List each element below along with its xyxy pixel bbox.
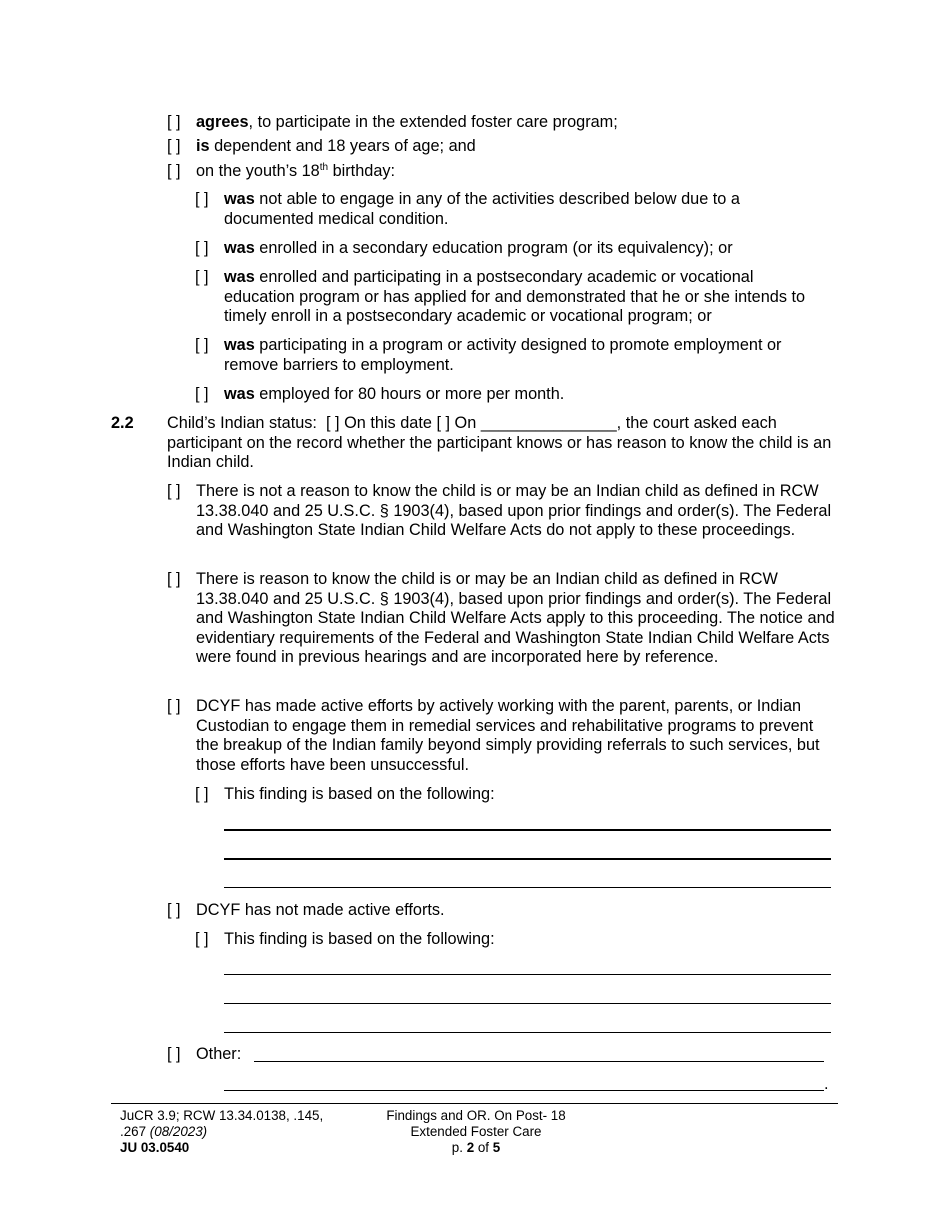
postsecondary-item: was enrolled and participating in a postsecondary academic or vocational education program or has applied for and demonstrated that he or she intends to timely enroll in a postsecondary academic or vocational program; or (224, 268, 806, 326)
other-label: Other: (196, 1045, 242, 1063)
finding-basis-checkbox-2[interactable]: [ ] (195, 930, 209, 948)
reason-checkbox[interactable]: [ ] (167, 570, 181, 588)
finding-basis-checkbox-1[interactable]: [ ] (195, 785, 209, 803)
other-checkbox[interactable]: [ ] (167, 1045, 181, 1063)
no-active-efforts-checkbox[interactable]: [ ] (167, 901, 181, 919)
no-reason-to-know-option: There is not a reason to know the child is or may be an Indian child as defined in RCW 13.38.040 and 25 U.S.C. § 1903(4), based upon prior findings and order(s). The Federal and Washington State Indian Child Welfare Acts do not apply to these proceedings. (196, 482, 832, 540)
dependent-checkbox[interactable]: [ ] (167, 137, 181, 155)
agrees-item: agrees, to participate in the extended foster care program; (196, 113, 618, 131)
indian-status-paragraph: Child’s Indian status: [ ] On this date [ ] On _______________, the court asked each participant on the record whether the participant knows or has reason to know the child is an Indian child. (167, 414, 832, 472)
footer-left: JuCR 3.9; RCW 13.34.0138, .145, .267 (08/2023) JU 03.0540 (120, 1108, 324, 1155)
birthday-item: on the youth’s 18th birthday: (196, 162, 396, 180)
page-number: p. 2 of 5 (451, 1140, 501, 1155)
active-efforts-checkbox[interactable]: [ ] (167, 697, 181, 715)
footer-center: Findings and OR. On Post- 18 Extended Foster Care p. 2 of 5 (366, 1108, 586, 1156)
finding-line-6[interactable] (224, 1032, 831, 1033)
postsecondary-checkbox[interactable]: [ ] (195, 268, 209, 286)
secondary-item: was enrolled in a secondary education program (or its equivalency); or (224, 239, 733, 257)
employed-item: was employed for 80 hours or more per month. (224, 385, 565, 403)
finding-basis-label-2: This finding is based on the following: (224, 930, 495, 948)
hearing-date-blank[interactable]: _______________ (480, 414, 617, 432)
no-active-efforts-option: DCYF has not made active efforts. (196, 901, 445, 919)
finding-line-5[interactable] (224, 1003, 831, 1004)
birthday-checkbox[interactable]: [ ] (167, 162, 181, 180)
dependent-item: is dependent and 18 years of age; and (196, 137, 476, 155)
agrees-checkbox[interactable]: [ ] (167, 113, 181, 131)
employment-program-item: was participating in a program or activity designed to promote employment or remove barriers to employment. (224, 336, 782, 374)
active-efforts-option: DCYF has made active efforts by actively working with the parent, parents, or Indian Custodian to engage them in remedial services and rehabilitative programs to prevent the breakup of the Indian family beyond simply providing referrals to such services, but those efforts have been unsuccessful. (196, 697, 820, 774)
on-this-date-checkbox[interactable]: [ ] (326, 414, 340, 432)
employment-program-checkbox[interactable]: [ ] (195, 336, 209, 354)
footer-divider (111, 1103, 838, 1104)
other-line-1[interactable] (254, 1061, 824, 1062)
finding-line-3[interactable] (224, 887, 831, 888)
employed-checkbox[interactable]: [ ] (195, 385, 209, 403)
section-number: 2.2 (111, 414, 134, 432)
other-period: . (824, 1075, 829, 1093)
reason-to-know-option: There is reason to know the child is or may be an Indian child as defined in RCW 13.38.040 and 25 U.S.C. § 1903(4), based upon prior findings and order(s). The Federal and Washington State Indian Child Welfare Acts apply to this proceeding. The notice and evidentiary requirements of the Federal and Washington State Indian Child Welfare Acts were found in previous hearings and are incorporated here by reference. (196, 570, 835, 667)
medical-checkbox[interactable]: [ ] (195, 190, 209, 208)
finding-line-4[interactable] (224, 974, 831, 975)
finding-line-2[interactable] (224, 858, 831, 860)
no-reason-checkbox[interactable]: [ ] (167, 482, 181, 500)
medical-item: was not able to engage in any of the activities described below due to a documented medical condition. (224, 190, 740, 228)
on-date-checkbox[interactable]: [ ] (436, 414, 451, 432)
other-line-2[interactable] (224, 1090, 824, 1091)
secondary-checkbox[interactable]: [ ] (195, 239, 209, 257)
finding-basis-label-1: This finding is based on the following: (224, 785, 495, 803)
finding-line-1[interactable] (224, 829, 831, 831)
